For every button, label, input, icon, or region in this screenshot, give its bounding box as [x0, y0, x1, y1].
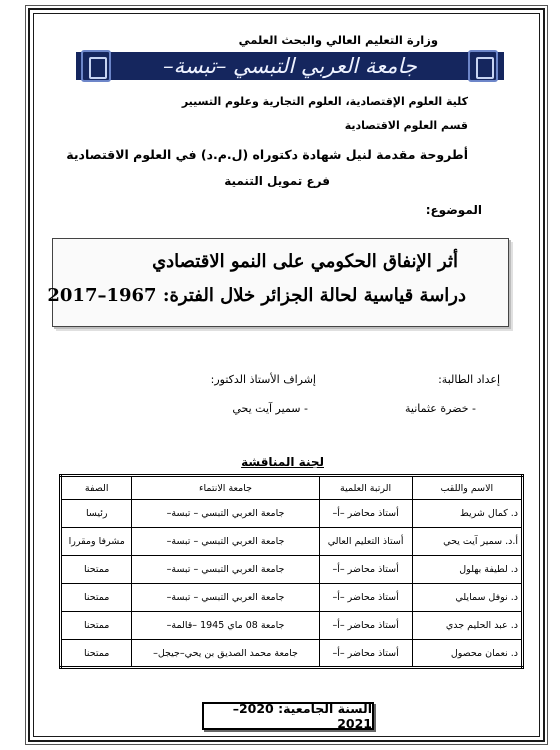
member-affiliation: جامعة العربي التبسي – تبسة–	[132, 584, 319, 612]
table-row	[61, 640, 523, 668]
member-role: ممتحنا	[61, 584, 132, 612]
member-name: د. كمال شريط	[412, 500, 522, 528]
member-rank: أستاذ محاضر –أ–	[319, 584, 412, 612]
academic-year: السنة الجامعية: 2020–2021	[232, 701, 372, 731]
faculty-name: كلية العلوم الإقتصادية، العلوم التجارية وعلوم التسيير	[181, 95, 468, 108]
member-affiliation: جامعة محمد الصديق بن يحي–جيجل–	[132, 640, 319, 668]
department-name: قسم العلوم الاقتصادية	[344, 119, 468, 132]
header-name: الاسم واللقب	[412, 476, 522, 500]
supervisor-label: إشراف الأستاذ الدكتور:	[210, 373, 316, 386]
table-row	[61, 556, 523, 584]
table-header-row	[61, 476, 523, 500]
university-name: جامعة العربي التبسي –تبسة–	[163, 54, 417, 78]
member-rank: أستاذ محاضر –أ–	[319, 500, 412, 528]
member-role: ممتحنا	[61, 556, 132, 584]
header-affiliation: جامعة الانتماء	[132, 476, 319, 500]
university-logo-left-icon	[81, 50, 111, 82]
header-rank: الرتبة العلمية	[319, 476, 412, 500]
university-banner	[76, 52, 504, 80]
member-rank: أستاذ محاضر –أ–	[319, 556, 412, 584]
academic-year-box	[202, 702, 374, 730]
member-role: ممتحنا	[61, 612, 132, 640]
member-affiliation: جامعة العربي التبسي – تبسة–	[132, 500, 319, 528]
supervisor-name: - سمير آيت يحي	[232, 402, 308, 415]
member-name: د. لطيفة بهلول	[412, 556, 522, 584]
thesis-title-line-1: أثر الإنفاق الحكومي على النمو الاقتصادي	[152, 251, 458, 272]
table-row	[61, 528, 523, 556]
ministry-name: وزارة التعليم العالي والبحث العلمي	[238, 33, 438, 47]
header-role: الصفة	[61, 476, 132, 500]
thesis-title-box	[47, 238, 509, 327]
member-role: ممتحنا	[61, 640, 132, 668]
member-rank: أستاذ محاضر –أ–	[319, 640, 412, 668]
member-affiliation: جامعة العربي التبسي – تبسة–	[132, 556, 319, 584]
member-name: أ.د. سمير آيت يحي	[412, 528, 522, 556]
branch-name: فرع تمويل التنمية	[224, 174, 330, 188]
member-affiliation: جامعة 08 ماي 1945 –قالمة–	[132, 612, 319, 640]
member-name: د. عبد الحليم جدي	[412, 612, 522, 640]
committee-title: لجنة المناقشة	[241, 455, 324, 469]
table-row	[61, 584, 523, 612]
member-name: د. نعمان محصول	[412, 640, 522, 668]
thesis-statement: أطروحة مقدمة لنيل شهادة دكتوراه (ل.م.د) في العلوم الاقتصادية	[66, 147, 468, 162]
student-name: - خضرة عثمانية	[404, 402, 476, 415]
committee-table	[59, 474, 524, 669]
member-name: د. نوفل سمايلي	[412, 584, 522, 612]
table-row	[61, 612, 523, 640]
student-label: إعداد الطالبة:	[438, 373, 500, 386]
member-role: رئيسا	[61, 500, 132, 528]
member-rank: أستاذ محاضر –أ–	[319, 612, 412, 640]
table-row	[61, 500, 523, 528]
university-logo-right-icon	[468, 50, 498, 82]
topic-label: الموضوع:	[425, 203, 482, 217]
member-role: مشرفا ومقررا	[61, 528, 132, 556]
member-rank: أستاذ التعليم العالي	[319, 528, 412, 556]
member-affiliation: جامعة العربي التبسي – تبسة–	[132, 528, 319, 556]
thesis-title-line-2: دراسة قياسية لحالة الجزائر خلال الفترة: 1967–2017	[47, 285, 466, 306]
